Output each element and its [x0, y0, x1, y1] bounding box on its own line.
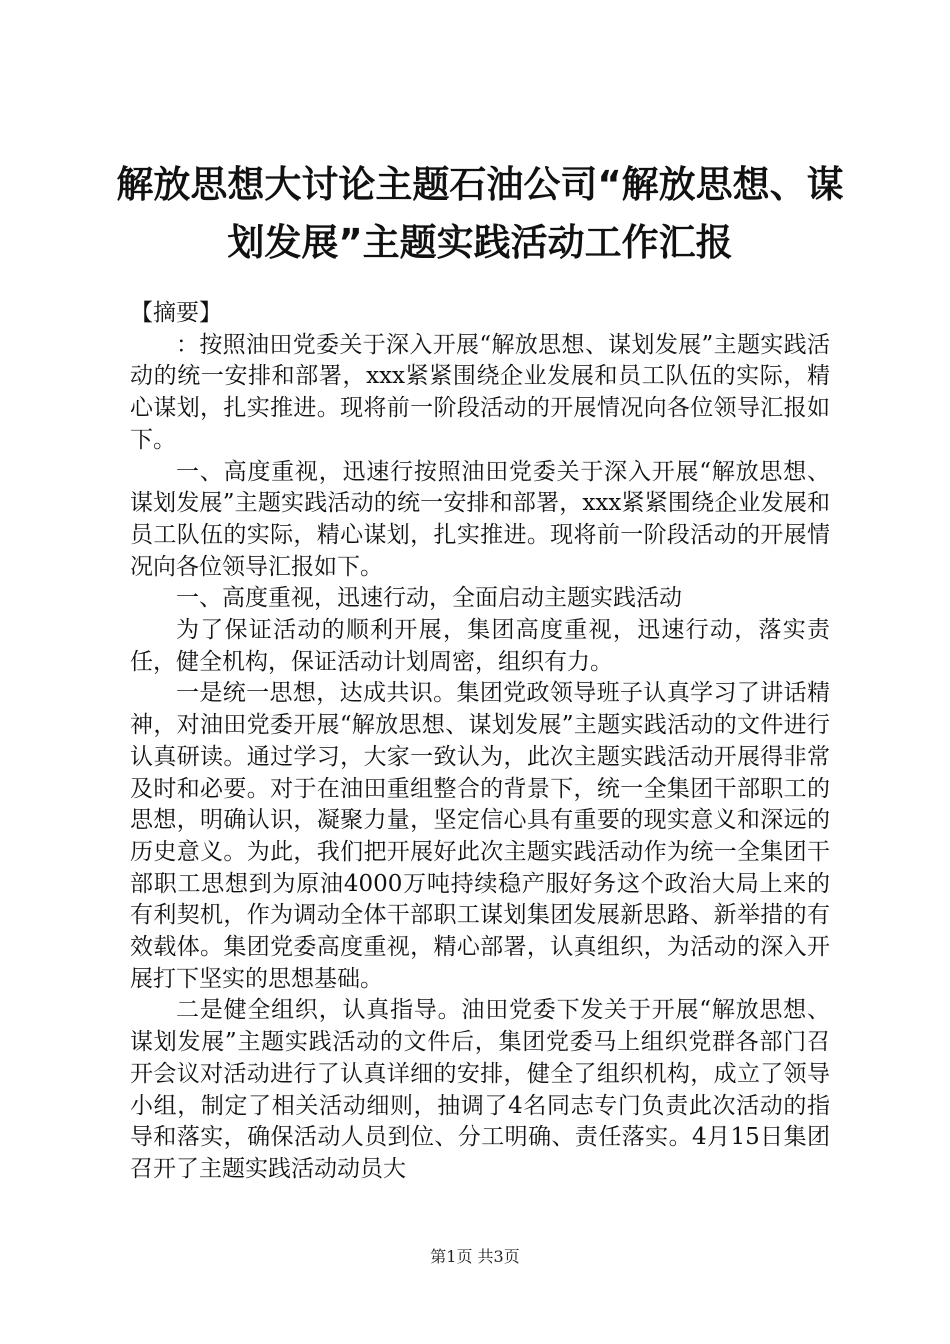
title-line-1: 解放思想大讨论主题石油公司“解放思想、谋 [116, 163, 844, 206]
document-title [100, 156, 860, 272]
paragraph-guarantee: 为了保证活动的顺利开展，集团高度重视，迅速行动，落实责任，健全机构，保证活动计划周密，组织有力。 [130, 617, 830, 675]
title-line-2: 划发展”主题实践活动工作汇报 [227, 221, 733, 264]
paragraph-section-repeat: 一、高度重视，迅速行按照油田党委关于深入开展“解放思想、谋划发展”主题实践活动的统一安排和部署，xxx紧紧围绕企业发展和员工队伍的实际，精心谋划，扎实推进。现将前一阶段活动的开展情况向各位领导汇报如下。 [130, 458, 830, 580]
paragraph-organization: 二是健全组织，认真指导。油田党委下发关于开展“解放思想、谋划发展”主题实践活动的文件后，集团党委马上组织党群各部门召开会议对活动进行了认真详细的安排，健全了组织机构，成立了领导小组，制定了相关活动细则，抽调了4名同志专门负责此次活动的指导和落实，确保活动人员到位、分工明确、责任落实。4月15日集团召开了主题实践活动动员大 [130, 997, 830, 1182]
page-footer: 第1页 共3页 [430, 1247, 520, 1266]
paragraph-unify-thought: 一是统一思想，达成共识。集团党政领导班子认真学习了讲话精神，对油田党委开展“解放思想、谋划发展”主题实践活动的文件进行认真研读。通过学习，大家一致认为，此次主题实践活动开展得非常及时和必要。对于在油田重组整合的背景下，统一全集团干部职工的思想，明确认识，凝聚力量，坚定信心具有重要的现实意义和深远的历史意义。为此，我们把开展好此次主题实践活动作为统一全集团干部职工思想到为原油4000万吨持续稳产服好务这个政治大局上来的有利契机，作为调动全体干部职工谋划集团发展新思路、新举措的有效载体。集团党委高度重视，精心部署，认真组织，为活动的深入开展打下坚实的思想基础。 [130, 680, 830, 992]
section-heading-1: 一、高度重视，迅速行动，全面启动主题实践活动 [176, 585, 682, 612]
abstract-label: 【摘要】 [130, 300, 222, 326]
paragraph-intro: ：按照油田党委关于深入开展“解放思想、谋划发展”主题实践活动的统一安排和部署，xxx紧紧围绕企业发展和员工队伍的实际，精心谋划，扎实推进。现将前一阶段活动的开展情况向各位领导汇报如下。 [130, 331, 830, 453]
document-body [130, 298, 830, 1186]
